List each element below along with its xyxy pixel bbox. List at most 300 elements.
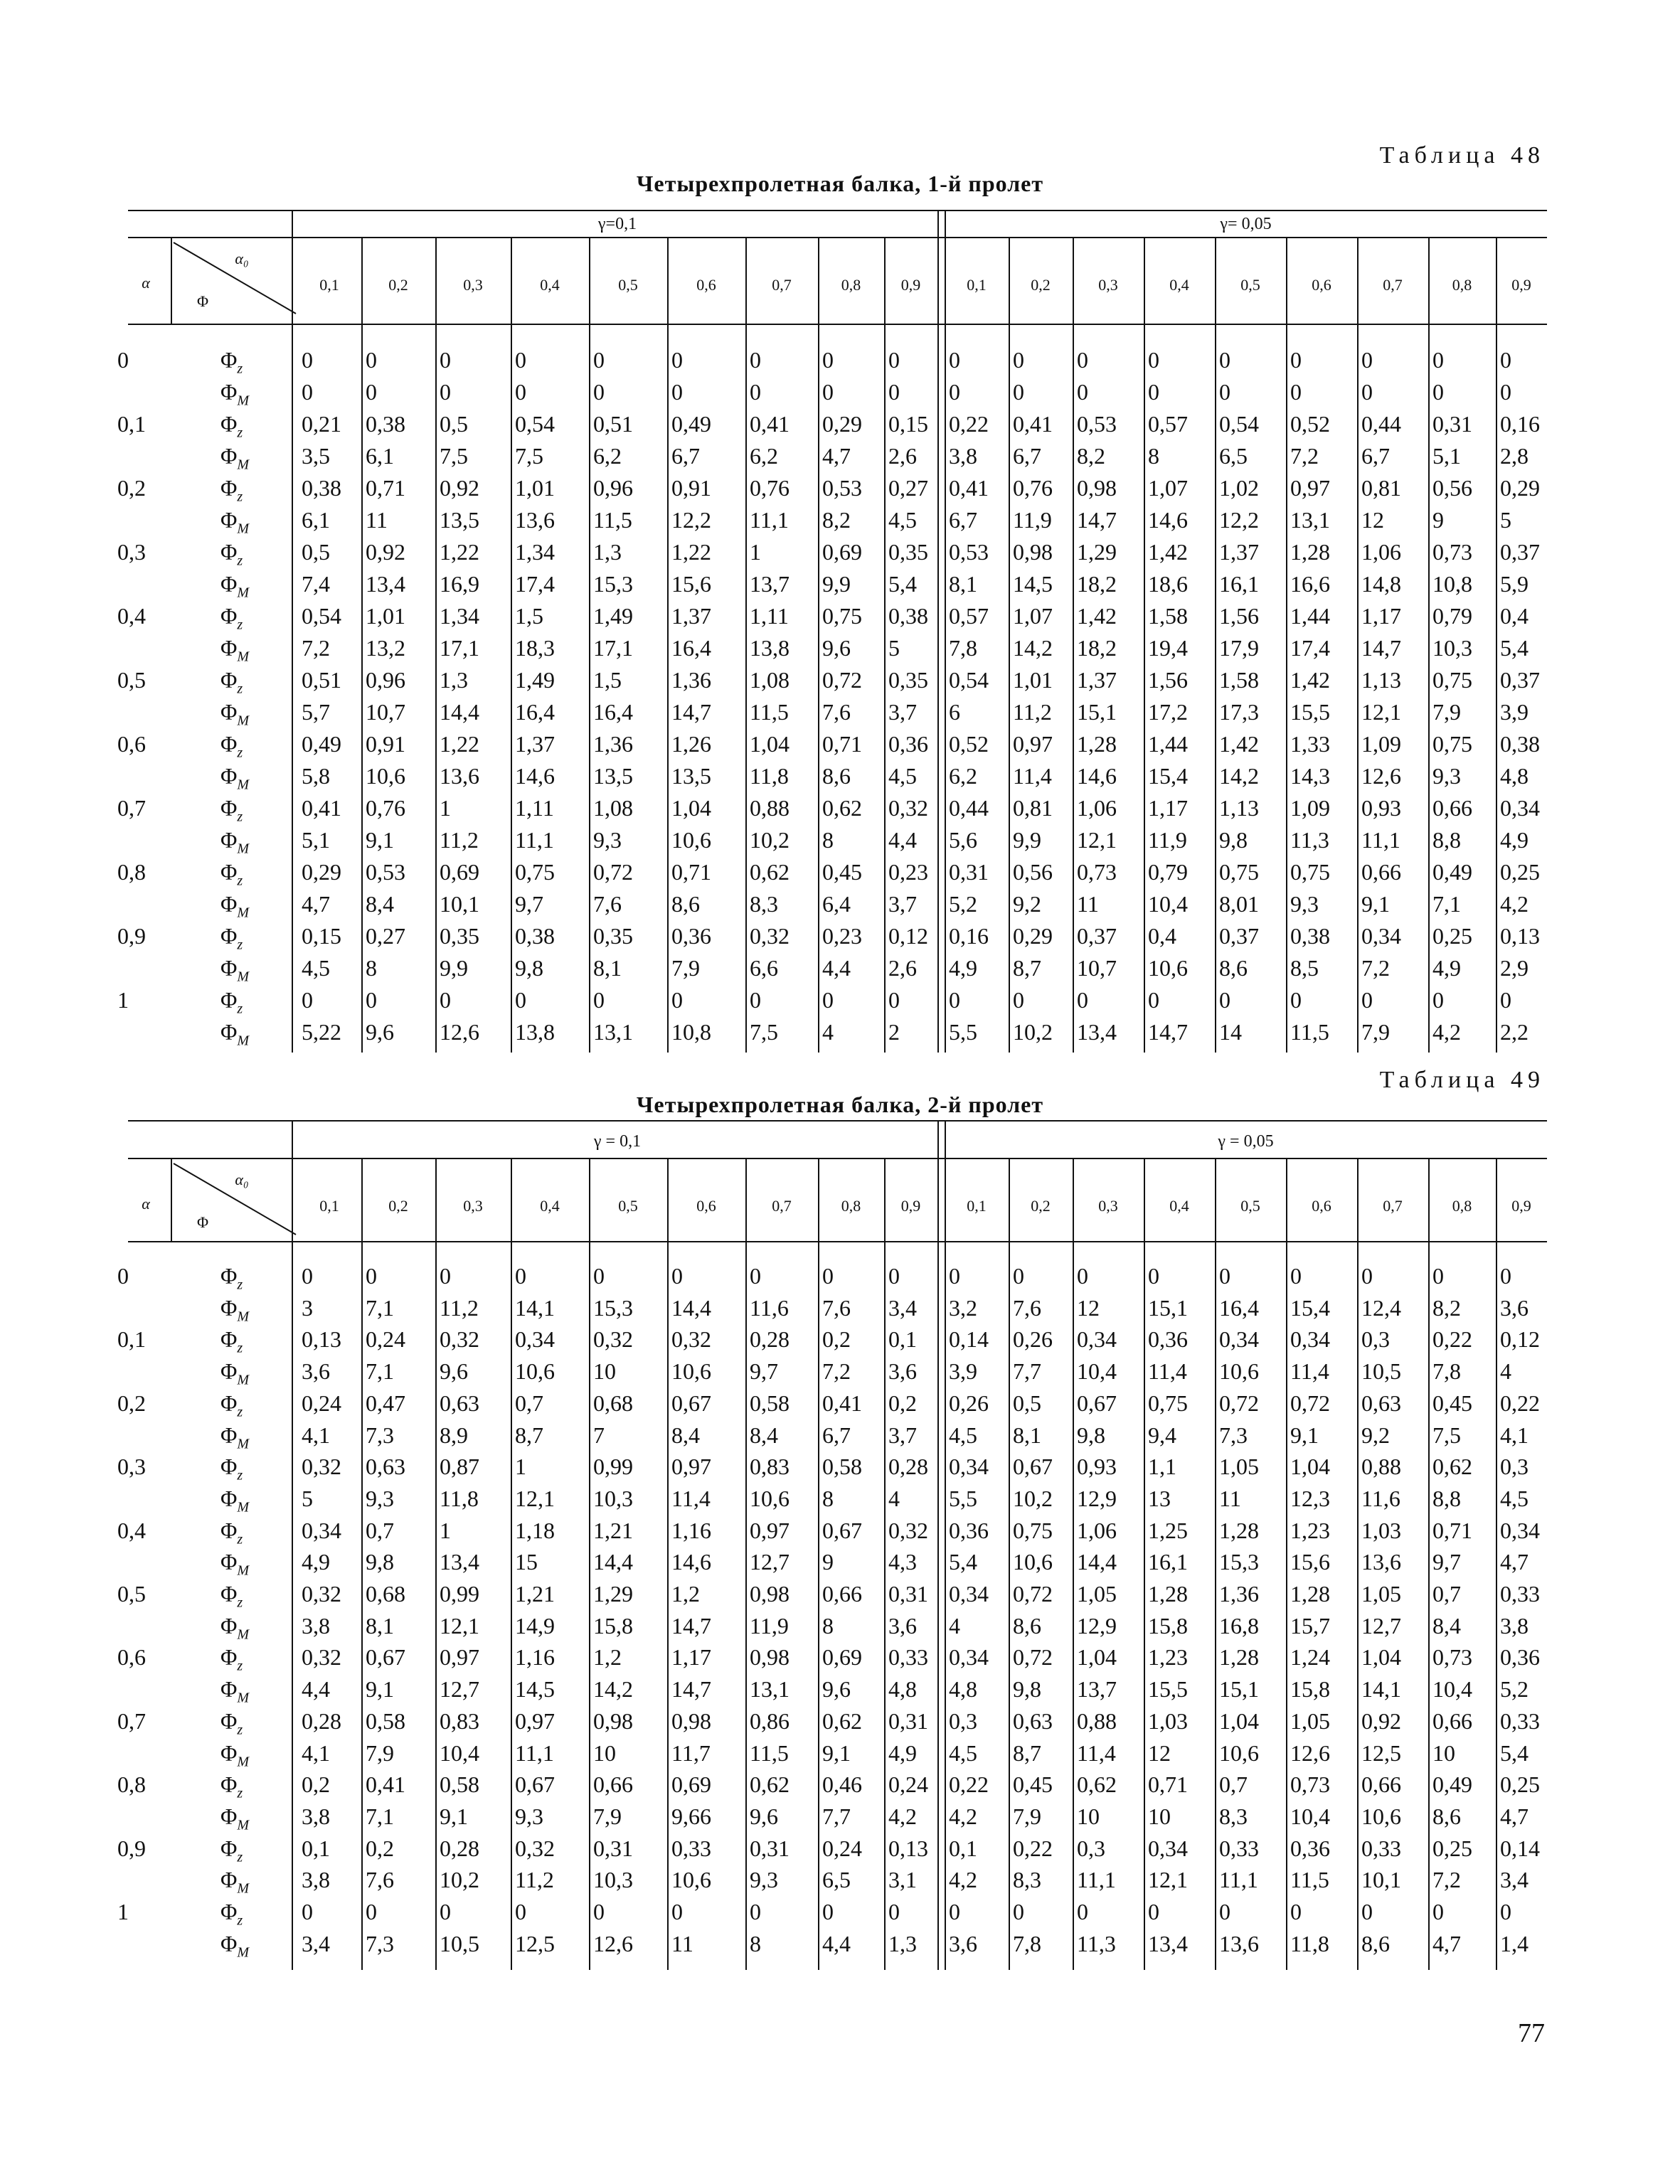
column-rule bbox=[511, 237, 512, 1053]
table-cell: 0,4 bbox=[1148, 923, 1176, 949]
table-cell: 0,34 bbox=[1077, 1326, 1117, 1353]
table-cell: 0 bbox=[1219, 987, 1230, 1013]
table-cell: 11,2 bbox=[515, 1867, 554, 1893]
table-cell: 7,9 bbox=[366, 1740, 394, 1766]
table-cell: 0,14 bbox=[1500, 1835, 1540, 1861]
table-cell: 0,79 bbox=[1432, 603, 1472, 629]
table-cell: 1,04 bbox=[1361, 1644, 1401, 1671]
table-cell: 0,75 bbox=[1219, 859, 1259, 885]
table-cell: 14 bbox=[1219, 1019, 1242, 1045]
table-cell: 3,8 bbox=[1500, 1612, 1529, 1639]
table-cell: 15,3 bbox=[593, 571, 633, 597]
alpha-value: 0,7 bbox=[117, 795, 146, 821]
table-cell: 4,4 bbox=[302, 1676, 330, 1703]
phi-symbol: Φ bbox=[220, 507, 238, 533]
table-cell: 8,9 bbox=[440, 1422, 468, 1448]
table-cell: 8,3 bbox=[1013, 1867, 1041, 1893]
table-cell: 0,36 bbox=[1500, 1644, 1540, 1671]
table-cell: 4 bbox=[822, 1019, 834, 1045]
phi-symbol: Φ bbox=[220, 1581, 238, 1607]
table-cell: 1,24 bbox=[1290, 1644, 1330, 1671]
alpha0-column-header: 0,6 bbox=[1312, 1197, 1331, 1215]
table-cell: 10,4 bbox=[1148, 891, 1188, 917]
table-cell: 0,16 bbox=[949, 923, 989, 949]
column-rule bbox=[1144, 1158, 1145, 1970]
column-rule bbox=[1215, 237, 1216, 1053]
table-cell: 10,6 bbox=[1219, 1358, 1259, 1385]
table-cell: 1,3 bbox=[888, 1930, 917, 1956]
table-cell: 9,66 bbox=[671, 1803, 711, 1829]
table-cell: 0,35 bbox=[888, 667, 928, 693]
table-cell: 0 bbox=[302, 1263, 313, 1289]
table-cell: 0,35 bbox=[440, 923, 479, 949]
table-cell: 4,9 bbox=[1500, 827, 1529, 853]
table-cell: 13,8 bbox=[515, 1019, 555, 1045]
table-cell: 8,6 bbox=[671, 891, 700, 917]
table-cell: 9,6 bbox=[750, 1803, 778, 1829]
table-cell: 0,25 bbox=[1500, 1772, 1540, 1798]
alpha0-column-header: 0,4 bbox=[1169, 276, 1189, 294]
table-top-rule bbox=[128, 210, 1547, 211]
table-cell: 1,23 bbox=[1290, 1517, 1330, 1543]
table-cell: 1,22 bbox=[440, 539, 479, 565]
alpha-value: 0,1 bbox=[117, 411, 146, 437]
table-cell: 8,1 bbox=[593, 955, 622, 981]
table-cell: 9,6 bbox=[366, 1019, 394, 1045]
table-cell: 8,7 bbox=[1013, 1740, 1041, 1766]
table-cell: 6,2 bbox=[949, 763, 977, 789]
table-cell: 0,32 bbox=[302, 1644, 341, 1671]
phi-label bbox=[220, 348, 243, 375]
table-cell: 0,32 bbox=[671, 1326, 711, 1353]
table-cell: 11,4 bbox=[1013, 763, 1052, 789]
table-cell: 10,6 bbox=[671, 827, 711, 853]
table-cell: 3,8 bbox=[302, 1867, 330, 1893]
table-cell: 2,6 bbox=[888, 955, 917, 981]
table-cell: 4,8 bbox=[949, 1676, 977, 1703]
table-cell: 14,5 bbox=[515, 1676, 555, 1703]
alpha-value: 0,5 bbox=[117, 1581, 146, 1607]
alpha0-column-header: 0,8 bbox=[841, 1197, 861, 1215]
table-cell: 0,35 bbox=[593, 923, 633, 949]
table-cell: 8,8 bbox=[1432, 1485, 1461, 1511]
table-cell: 10,8 bbox=[1432, 571, 1472, 597]
table-cell: 0,87 bbox=[440, 1454, 479, 1480]
table-cell: 10,6 bbox=[671, 1358, 711, 1385]
table-cell: 16,1 bbox=[1148, 1549, 1188, 1575]
phi-subscript: z bbox=[237, 1785, 243, 1801]
table-cell: 10,6 bbox=[515, 1358, 555, 1385]
table-cell: 0,44 bbox=[949, 795, 989, 821]
table-cell: 1,28 bbox=[1219, 1644, 1259, 1671]
table-cell: 0,75 bbox=[1148, 1390, 1188, 1416]
table-cell: 1,01 bbox=[1013, 667, 1053, 693]
table-cell: 8,01 bbox=[1219, 891, 1259, 917]
table-cell: 15,3 bbox=[593, 1294, 633, 1321]
table-cell: 1,02 bbox=[1219, 475, 1259, 501]
table-cell: 3,1 bbox=[888, 1867, 917, 1893]
alpha-value: 0,5 bbox=[117, 667, 146, 693]
table-cell: 13,4 bbox=[1077, 1019, 1117, 1045]
table-cell: 0,72 bbox=[593, 859, 633, 885]
table-cell: 6,2 bbox=[750, 443, 778, 469]
alpha0-column-header: 0,5 bbox=[618, 276, 638, 294]
alpha0-column-header: 0,2 bbox=[1031, 1197, 1051, 1215]
table-cell: 5,1 bbox=[302, 827, 330, 853]
phi-label bbox=[220, 1550, 249, 1577]
phi-label bbox=[220, 444, 249, 472]
phi-label bbox=[220, 476, 243, 504]
table-cell: 1,5 bbox=[593, 667, 622, 693]
table-cell: 0 bbox=[1361, 1899, 1373, 1924]
table-cell: 0,63 bbox=[1013, 1708, 1053, 1734]
table-cell: 0,47 bbox=[366, 1390, 405, 1416]
table-cell: 1,05 bbox=[1219, 1454, 1259, 1480]
alpha0-column-header: 0,9 bbox=[900, 1197, 921, 1215]
table-cell: 14,7 bbox=[1148, 1019, 1188, 1045]
table-cell: 7,9 bbox=[1013, 1803, 1041, 1829]
table-cell: 0,62 bbox=[750, 859, 790, 885]
table-cell: 0,29 bbox=[1013, 923, 1053, 949]
table-cell: 5,7 bbox=[302, 699, 330, 725]
header-diagonal bbox=[171, 1159, 299, 1237]
table-cell: 0,41 bbox=[1013, 411, 1053, 437]
table-cell: 11,5 bbox=[593, 507, 632, 533]
table-cell: 1,06 bbox=[1077, 795, 1117, 821]
table-cell: 7,6 bbox=[1013, 1294, 1041, 1321]
table-cell: 4,1 bbox=[1500, 1422, 1529, 1448]
phi-label bbox=[220, 925, 243, 952]
table-cell: 1,01 bbox=[366, 603, 405, 629]
phi-subscript: z bbox=[237, 1722, 243, 1738]
table-cell: 1,04 bbox=[671, 795, 711, 821]
group-separator bbox=[937, 210, 939, 1053]
table-cell: 0,35 bbox=[888, 539, 928, 565]
table-cell: 1,1 bbox=[1148, 1454, 1176, 1480]
table-cell: 1,11 bbox=[515, 795, 554, 821]
table-cell: 14,5 bbox=[1013, 571, 1053, 597]
table-cell: 0,15 bbox=[302, 923, 341, 949]
table-cell: 7,5 bbox=[515, 443, 543, 469]
table-cell: 1,58 bbox=[1148, 603, 1188, 629]
table-cell: 4,2 bbox=[949, 1803, 977, 1829]
phi-symbol: Φ bbox=[220, 731, 238, 757]
table-cell: 0,62 bbox=[822, 795, 862, 821]
table-cell: 0,86 bbox=[750, 1708, 790, 1734]
phi-subscript: z bbox=[237, 1404, 243, 1420]
alpha-header: α bbox=[142, 274, 150, 292]
table-cell: 0,72 bbox=[822, 667, 862, 693]
table-cell: 0,33 bbox=[888, 1644, 928, 1671]
column-rule bbox=[1496, 1158, 1497, 1970]
table-cell: 0,93 bbox=[1361, 795, 1401, 821]
table-cell: 14,7 bbox=[671, 1612, 711, 1639]
table-cell: 0,3 bbox=[949, 1708, 977, 1734]
table-cell: 5 bbox=[1500, 507, 1511, 533]
table-cell: 1,36 bbox=[593, 731, 633, 757]
table-cell: 8,1 bbox=[366, 1612, 394, 1639]
table-cell: 11,3 bbox=[1290, 827, 1329, 853]
phi-label bbox=[220, 1837, 243, 1864]
table-cell: 1,2 bbox=[671, 1581, 700, 1607]
phi-label bbox=[220, 861, 243, 888]
alpha-value: 0,7 bbox=[117, 1708, 146, 1734]
table-cell: 0,53 bbox=[949, 539, 989, 565]
table-cell: 11 bbox=[366, 507, 388, 533]
table-cell: 0,37 bbox=[1077, 923, 1117, 949]
phi-subscript: M bbox=[237, 649, 250, 665]
table-cell: 2,9 bbox=[1500, 955, 1529, 981]
table-cell: 12 bbox=[1361, 507, 1384, 533]
table-cell: 0 bbox=[822, 1263, 834, 1289]
alpha-value: 0,2 bbox=[117, 475, 146, 501]
table-cell: 12 bbox=[1148, 1740, 1171, 1766]
table-cell: 0,22 bbox=[949, 1772, 989, 1798]
alpha0-column-header: 0,3 bbox=[463, 276, 483, 294]
table-cell: 0,72 bbox=[1290, 1390, 1330, 1416]
table-cell: 0 bbox=[888, 347, 900, 373]
table-cell: 15,6 bbox=[671, 571, 711, 597]
table-cell: 0,33 bbox=[1219, 1835, 1259, 1861]
table-cell: 0 bbox=[888, 1263, 900, 1289]
table-cell: 11,7 bbox=[671, 1740, 711, 1766]
table-cell: 11,5 bbox=[1290, 1019, 1329, 1045]
phi-label bbox=[220, 1742, 249, 1769]
table-cell: 5 bbox=[302, 1485, 313, 1511]
phi-label bbox=[220, 1646, 243, 1673]
table-cell: 11 bbox=[1219, 1485, 1241, 1511]
table-cell: 0,62 bbox=[1077, 1772, 1117, 1798]
phi-symbol: Φ bbox=[220, 1485, 238, 1511]
column-rule bbox=[884, 1158, 886, 1970]
phi-label bbox=[220, 1932, 249, 1959]
table-cell: 12,6 bbox=[1290, 1740, 1330, 1766]
table-cell: 2,6 bbox=[888, 443, 917, 469]
table-cell: 1,37 bbox=[671, 603, 711, 629]
table-cell: 11,1 bbox=[515, 827, 554, 853]
table-top-rule bbox=[128, 1120, 1547, 1122]
table-cell: 10,2 bbox=[750, 827, 790, 853]
table-cell: 0,32 bbox=[515, 1835, 555, 1861]
phi-subscript: M bbox=[237, 1372, 250, 1388]
alpha-value: 0,3 bbox=[117, 1454, 146, 1480]
table-cell: 14,1 bbox=[515, 1294, 555, 1321]
table-cell: 9,9 bbox=[440, 955, 468, 981]
table-cell: 0 bbox=[750, 987, 761, 1013]
phi-subscript: z bbox=[237, 937, 243, 953]
table-cell: 9,9 bbox=[1013, 827, 1041, 853]
table-cell: 1,33 bbox=[1290, 731, 1330, 757]
table-cell: 0,45 bbox=[1013, 1772, 1053, 1798]
phi-subscript: M bbox=[237, 905, 250, 921]
group-separator bbox=[945, 210, 946, 1053]
phi-subscript: z bbox=[237, 1277, 243, 1293]
table-cell: 8,7 bbox=[515, 1422, 543, 1448]
table-cell: 13,1 bbox=[750, 1676, 790, 1703]
table-cell: 3,7 bbox=[888, 891, 917, 917]
phi-subscript: M bbox=[237, 1753, 250, 1769]
table-cell: 8,3 bbox=[1219, 1803, 1248, 1829]
table-cell: 0,24 bbox=[366, 1326, 405, 1353]
table-cell: 11,4 bbox=[1148, 1358, 1187, 1385]
phi-symbol: Φ bbox=[220, 667, 238, 693]
phi-subscript: M bbox=[237, 585, 250, 601]
table-cell: 7,2 bbox=[1432, 1867, 1461, 1893]
table-cell: 0,93 bbox=[1077, 1454, 1117, 1480]
table-cell: 13,7 bbox=[1077, 1676, 1117, 1703]
table-label: Таблица 48 bbox=[1379, 142, 1545, 169]
table-cell: 0,34 bbox=[1148, 1835, 1188, 1861]
table-cell: 9,3 bbox=[750, 1867, 778, 1893]
table-cell: 12,5 bbox=[1361, 1740, 1401, 1766]
table-cell: 12,1 bbox=[1361, 699, 1401, 725]
table-cell: 3,8 bbox=[949, 443, 977, 469]
table-cell: 0,37 bbox=[1500, 539, 1540, 565]
group-separator bbox=[937, 1120, 939, 1970]
table-cell: 11,2 bbox=[1013, 699, 1052, 725]
alpha0-column-header: 0,7 bbox=[772, 1197, 792, 1215]
phi-symbol: Φ bbox=[220, 635, 238, 661]
table-cell: 0,92 bbox=[440, 475, 479, 501]
phi-subscript: z bbox=[237, 361, 243, 377]
page-number: 77 bbox=[1518, 2018, 1545, 2048]
table-cell: 0,22 bbox=[1013, 1835, 1053, 1861]
table-cell: 9,8 bbox=[1013, 1676, 1041, 1703]
phi-subscript: M bbox=[237, 969, 250, 985]
table-cell: 6 bbox=[949, 699, 960, 725]
table-cell: 0,76 bbox=[1013, 475, 1053, 501]
phi-symbol: Φ bbox=[220, 539, 238, 565]
table-cell: 1,07 bbox=[1148, 475, 1188, 501]
table-cell: 0,69 bbox=[822, 1644, 862, 1671]
column-rule bbox=[745, 237, 747, 1053]
table-cell: 0,66 bbox=[1432, 795, 1472, 821]
table-cell: 10,6 bbox=[1013, 1549, 1053, 1575]
table-cell: 0,52 bbox=[1290, 411, 1330, 437]
alpha-value: 0,9 bbox=[117, 923, 146, 949]
table-cell: 17,2 bbox=[1148, 699, 1188, 725]
table-cell: 0,68 bbox=[366, 1581, 405, 1607]
table-cell: 0,97 bbox=[1290, 475, 1330, 501]
table-cell: 4 bbox=[1500, 1358, 1511, 1385]
table-cell: 1,49 bbox=[515, 667, 555, 693]
table-cell: 9 bbox=[1432, 507, 1444, 533]
table-cell: 1,42 bbox=[1219, 731, 1259, 757]
table-cell: 10,4 bbox=[1432, 1676, 1472, 1703]
table-cell: 7,2 bbox=[1361, 955, 1390, 981]
table-cell: 7,2 bbox=[302, 635, 330, 661]
table-cell: 1,28 bbox=[1077, 731, 1117, 757]
phi-symbol: Φ bbox=[220, 1358, 238, 1385]
table-cell: 1,44 bbox=[1148, 731, 1188, 757]
table-cell: 0,34 bbox=[949, 1644, 989, 1671]
table-cell: 0,49 bbox=[1432, 859, 1472, 885]
phi-symbol: Φ bbox=[220, 1803, 238, 1829]
phi-label bbox=[220, 765, 249, 792]
alpha0-column-header: 0,1 bbox=[967, 276, 987, 294]
phi-symbol: Φ bbox=[220, 475, 238, 501]
phi-subscript: z bbox=[237, 553, 243, 569]
table-cell: 0,4 bbox=[1500, 603, 1529, 629]
table-cell: 14,7 bbox=[671, 1676, 711, 1703]
table-cell: 14,2 bbox=[1013, 635, 1053, 661]
table-cell: 12,9 bbox=[1077, 1485, 1117, 1511]
table-cell: 16,1 bbox=[1219, 571, 1259, 597]
table-cell: 4,3 bbox=[888, 1549, 917, 1575]
table-cell: 15,3 bbox=[1219, 1549, 1259, 1575]
table-cell: 0,1 bbox=[949, 1835, 977, 1861]
table-cell: 0,37 bbox=[1219, 923, 1259, 949]
table-cell: 1,11 bbox=[750, 603, 789, 629]
table-cell: 0,67 bbox=[671, 1390, 711, 1416]
table-cell: 3,8 bbox=[302, 1803, 330, 1829]
table-cell: 11,8 bbox=[1290, 1930, 1329, 1956]
table-cell: 0,71 bbox=[1432, 1517, 1472, 1543]
phi-label bbox=[220, 604, 243, 632]
table-cell: 8,6 bbox=[822, 763, 851, 789]
alpha0-column-header: 0,5 bbox=[1240, 1197, 1260, 1215]
table-cell: 0,56 bbox=[1013, 859, 1053, 885]
table-cell: 4,5 bbox=[1500, 1485, 1529, 1511]
phi-separator bbox=[292, 1120, 293, 1970]
table-cell: 7,7 bbox=[822, 1803, 851, 1829]
table-cell: 2,8 bbox=[1500, 443, 1529, 469]
phi-subscript: M bbox=[237, 1435, 250, 1451]
table-cell: 9,8 bbox=[515, 955, 543, 981]
table-cell: 0,36 bbox=[888, 731, 928, 757]
table-cell: 0 bbox=[1361, 379, 1373, 405]
table-cell: 0 bbox=[822, 987, 834, 1013]
table-cell: 10 bbox=[593, 1358, 616, 1385]
table-cell: 12,1 bbox=[1077, 827, 1117, 853]
alpha0-column-header: 0,4 bbox=[540, 1197, 560, 1215]
alpha0-column-header: 0,7 bbox=[772, 276, 792, 294]
table-cell: 0,92 bbox=[1361, 1708, 1401, 1734]
table-cell: 0 bbox=[1361, 1263, 1373, 1289]
table-label: Таблица 49 bbox=[1379, 1067, 1545, 1093]
table-cell: 4,9 bbox=[888, 1740, 917, 1766]
phi-symbol: Φ bbox=[220, 1326, 238, 1353]
table-cell: 0,75 bbox=[1432, 731, 1472, 757]
table-cell: 14,6 bbox=[1077, 763, 1117, 789]
group-separator bbox=[945, 1120, 946, 1970]
table-cell: 9,8 bbox=[1077, 1422, 1105, 1448]
header-bottom-rule bbox=[128, 1241, 1547, 1242]
table-cell: 0,27 bbox=[366, 923, 405, 949]
table-cell: 16,6 bbox=[1290, 571, 1330, 597]
table-cell: 0,33 bbox=[1500, 1581, 1540, 1607]
phi-symbol: Φ bbox=[220, 1644, 238, 1671]
table-cell: 0 bbox=[750, 347, 761, 373]
phi-symbol: Φ bbox=[220, 1772, 238, 1798]
alpha-value: 0,9 bbox=[117, 1835, 146, 1861]
phi-label bbox=[220, 1021, 249, 1048]
table-cell: 0,83 bbox=[440, 1708, 479, 1734]
table-cell: 7,5 bbox=[750, 1019, 778, 1045]
table-cell: 1,49 bbox=[593, 603, 633, 629]
table-cell: 0 bbox=[822, 379, 834, 405]
table-cell: 12,6 bbox=[593, 1930, 633, 1956]
table-cell: 0,88 bbox=[750, 795, 790, 821]
phi-label bbox=[220, 1868, 249, 1895]
table-cell: 0,73 bbox=[1432, 1644, 1472, 1671]
table-cell: 0,67 bbox=[366, 1644, 405, 1671]
table-cell: 1,05 bbox=[1077, 1581, 1117, 1607]
table-cell: 8 bbox=[1148, 443, 1159, 469]
alpha-value: 0,4 bbox=[117, 1517, 146, 1543]
table-cell: 11,6 bbox=[1361, 1485, 1400, 1511]
column-rule bbox=[818, 1158, 819, 1970]
